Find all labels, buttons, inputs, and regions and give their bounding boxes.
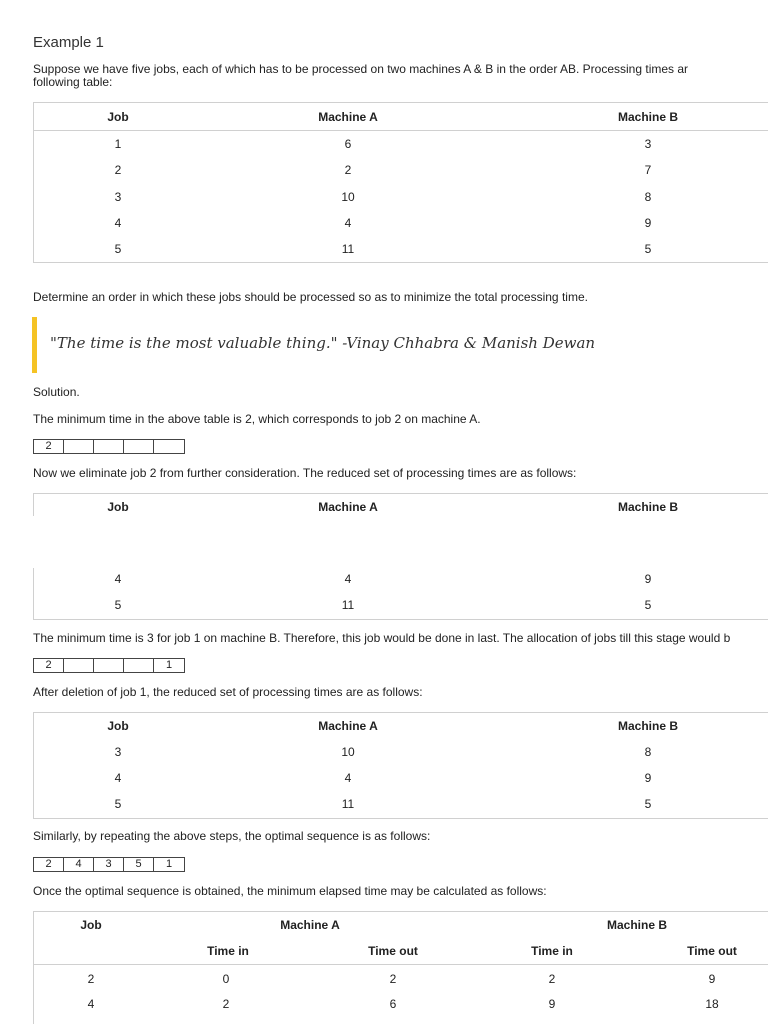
minimum-time-paragraph-1: The minimum time in the above table is 2, which corresponds to job 2 on machine A. — [33, 412, 481, 426]
sequence-slot: 3 — [94, 858, 124, 871]
table-cell: 4 — [344, 216, 352, 230]
table-cell: 2 — [87, 972, 95, 986]
table-cell: 4 — [87, 997, 95, 1011]
table-header-divider — [33, 964, 768, 965]
sequence-slot — [154, 440, 184, 453]
sequence-slot: 5 — [124, 858, 154, 871]
table-header-divider — [33, 130, 768, 131]
table-subheader-time-out: Time out — [368, 944, 418, 958]
table-header-machine-a: Machine A — [318, 110, 378, 124]
intro-paragraph-line-1: Suppose we have five jobs, each of which has to be processed on two machines A & B in the order AB. Processing times ar — [33, 62, 689, 76]
minimum-time-paragraph-2: The minimum time is 3 for job 1 on machine B. Therefore, this job would be done in last. The allocation of jobs till this stage would b — [33, 631, 731, 645]
table-cell: 4 — [114, 216, 122, 230]
pull-quote: "The time is the most valuable thing." -Vinay Chhabra & Manish Dewan — [50, 334, 596, 352]
table-header-machine-a: Machine A — [280, 918, 340, 932]
table-cell: 10 — [341, 190, 355, 204]
sequence-slot — [124, 659, 154, 672]
table-header-job: Job — [107, 110, 129, 124]
sequence-box-optimal — [33, 857, 185, 872]
sequence-slot: 4 — [64, 858, 94, 871]
sequence-slot — [94, 440, 124, 453]
sequence-slot — [94, 659, 124, 672]
sequence-slot — [64, 440, 94, 453]
table-cell: 9 — [644, 771, 652, 785]
table-cell: 7 — [644, 163, 652, 177]
table-cell: 2 — [114, 163, 122, 177]
table-cell: 9 — [548, 997, 556, 1011]
sequence-box-1 — [33, 439, 185, 454]
table-cell: 18 — [705, 997, 719, 1011]
intro-paragraph-line-2: following table: — [33, 75, 113, 89]
sequence-box-2 — [33, 658, 185, 673]
once-paragraph: Once the optimal sequence is obtained, the minimum elapsed time may be calculated as follows: — [33, 884, 547, 898]
sequence-slot — [64, 659, 94, 672]
table-cell: 1 — [114, 137, 122, 151]
table-cell: 9 — [708, 972, 716, 986]
table-cell: 11 — [341, 242, 355, 256]
eliminate-paragraph: Now we eliminate job 2 from further consideration. The reduced set of processing times are as follows: — [33, 466, 577, 480]
reduced-table-1-bottom — [33, 568, 768, 620]
sequence-slot — [124, 440, 154, 453]
table-subheader-time-in: Time in — [531, 944, 573, 958]
table-cell: 5 — [114, 242, 122, 256]
table-cell: 3 — [644, 137, 652, 151]
table-header-machine-b: Machine B — [617, 500, 679, 514]
table-subheader-time-in: Time in — [207, 944, 249, 958]
table-cell: 9 — [644, 216, 652, 230]
table-cell: 6 — [389, 997, 397, 1011]
similarly-paragraph: Similarly, by repeating the above steps, the optimal sequence is as follows: — [33, 829, 431, 843]
table-cell: 5 — [114, 598, 122, 612]
table-cell: 6 — [344, 137, 352, 151]
table-header-machine-b: Machine B — [617, 719, 679, 733]
example-heading: Example 1 — [33, 34, 104, 51]
table-cell: 4 — [344, 771, 352, 785]
table-header-job: Job — [107, 719, 129, 733]
sequence-slot: 2 — [34, 440, 64, 453]
sequence-slot: 1 — [165, 659, 173, 671]
processing-times-table — [33, 102, 768, 263]
table-cell: 10 — [341, 745, 355, 759]
table-cell: 2 — [344, 163, 352, 177]
table-cell: 8 — [644, 745, 652, 759]
table-cell: 4 — [114, 572, 122, 586]
table-header-job: Job — [80, 918, 102, 932]
table-cell: 4 — [114, 771, 122, 785]
table-cell: 9 — [644, 572, 652, 586]
table-header-machine-b: Machine B — [606, 918, 668, 932]
sequence-slot: 2 — [34, 858, 64, 871]
solution-label: Solution. — [33, 385, 80, 399]
table-subheader-time-out: Time out — [687, 944, 737, 958]
quote-accent-bar — [32, 317, 37, 373]
table-header-machine-b: Machine B — [617, 110, 679, 124]
table-header-machine-a: Machine A — [318, 500, 378, 514]
table-cell: 4 — [344, 572, 352, 586]
table-cell: 0 — [222, 972, 230, 986]
table-header-machine-a: Machine A — [318, 719, 378, 733]
table-cell: 8 — [644, 190, 652, 204]
table-cell: 5 — [114, 797, 122, 811]
table-cell: 5 — [644, 598, 652, 612]
after-deletion-paragraph: After deletion of job 1, the reduced set of processing times are as follows: — [33, 685, 423, 699]
table-cell: 3 — [114, 745, 122, 759]
table-cell: 3 — [114, 190, 122, 204]
sequence-slot: 2 — [34, 659, 64, 672]
sequence-slot: 1 — [165, 858, 173, 870]
table-cell: 11 — [341, 797, 355, 811]
table-cell: 2 — [222, 997, 230, 1011]
table-cell: 11 — [341, 598, 355, 612]
table-header-job: Job — [107, 500, 129, 514]
table-cell: 2 — [389, 972, 397, 986]
table-cell: 5 — [644, 242, 652, 256]
table-cell: 5 — [644, 797, 652, 811]
table-cell: 2 — [548, 972, 556, 986]
determine-paragraph: Determine an order in which these jobs should be processed so as to minimize the total processing time. — [33, 290, 588, 304]
